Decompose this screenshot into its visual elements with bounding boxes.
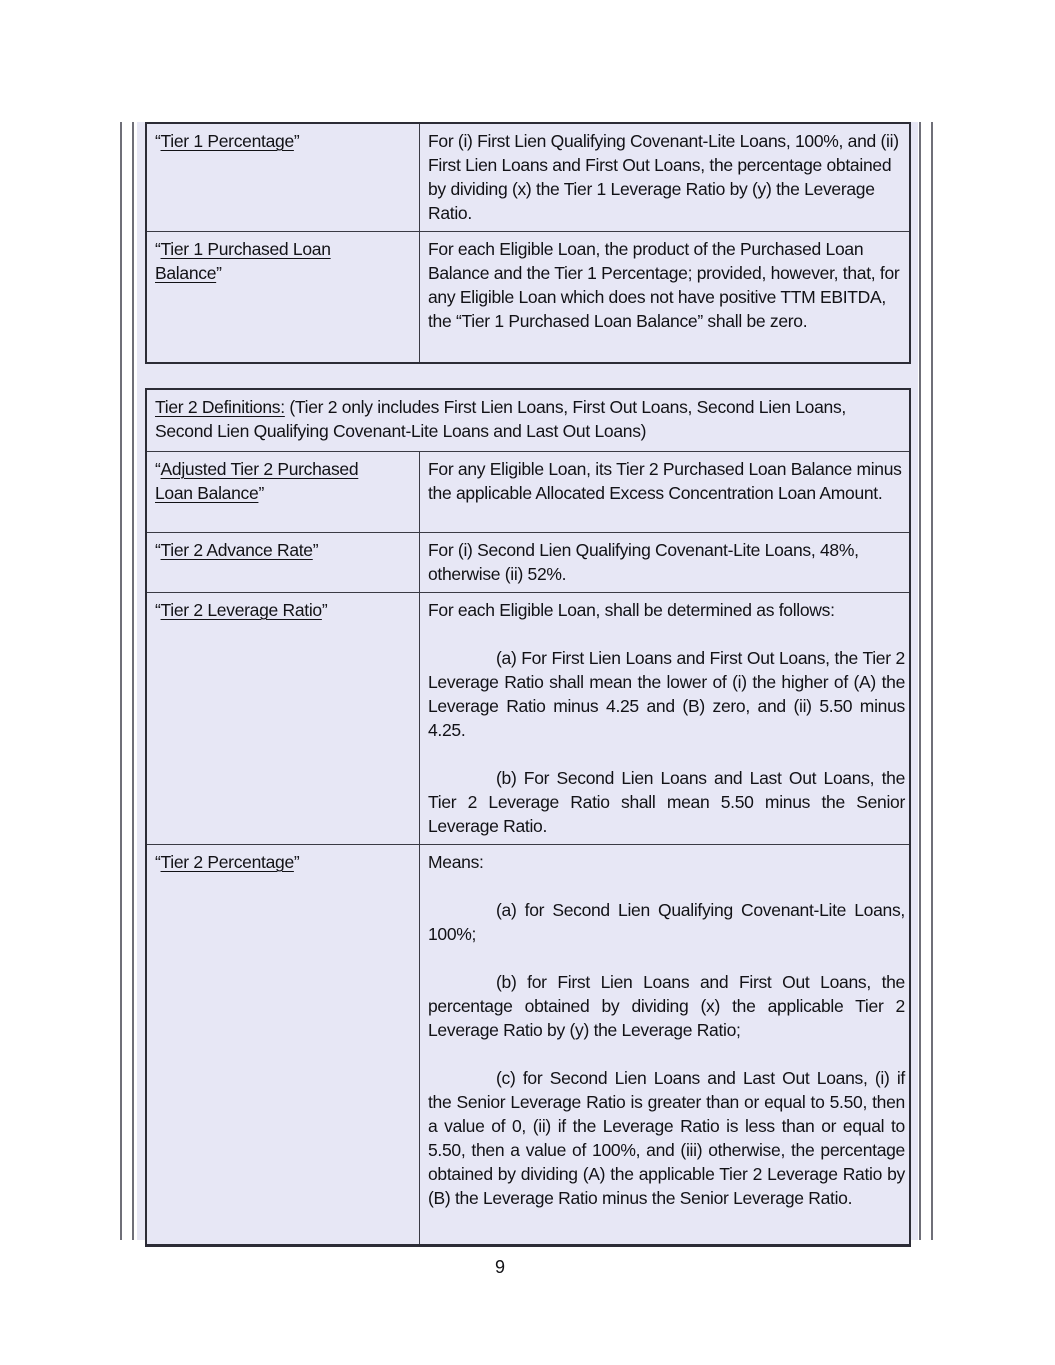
open-quote: “ [155, 239, 161, 259]
close-quote: ” [258, 483, 264, 503]
open-quote: “ [155, 131, 161, 151]
open-quote: “ [155, 600, 161, 620]
definition-paragraph: For (i) First Lien Qualifying Covenant-Lite Loans, 100%, and (ii) First Lien Loans and First Out Loans, the percentage obtained by dividing (x) the Tier 1 Leverage Ratio by (y) the Leverage Ratio. [428, 131, 899, 223]
term-text: Tier 2 Advance Rate [160, 540, 313, 560]
term-text: Tier 1 Percentage [160, 131, 294, 151]
table-row [147, 231, 909, 362]
term-cell [147, 124, 420, 231]
tier1-definitions-table [145, 122, 911, 364]
page-number: 9 [494, 1257, 505, 1277]
close-quote: ” [312, 540, 319, 560]
left-margin-rule-outer [120, 122, 122, 1240]
table-row [147, 532, 909, 592]
open-quote: “ [155, 540, 161, 560]
close-quote: ” [216, 263, 222, 283]
table-section-header [147, 390, 909, 451]
section-header-text: (Tier 2 only includes First Lien Loans, First Out Loans, Second Lien Loans, Second Lien Qualifying Covenant-Lite Loans and Last Out Loans) [155, 397, 846, 441]
open-quote: “ [155, 852, 161, 872]
term-cell [147, 845, 420, 1244]
definition-paragraph: For each Eligible Loan, shall be determined as follows: [428, 600, 835, 620]
definition-paragraph: Means: [428, 852, 484, 872]
right-margin-rule-inner [919, 122, 921, 1240]
definition-paragraph: (c) for Second Lien Loans and Last Out Loans, (i) if the Senior Leverage Ratio is greater than or equal to 5.50, then a value of 0, (ii) if the Leverage Ratio is less than or equal to 5.50, then a value of 100%, and (iii) otherwise, the percentage obtained by dividing (A) the applicable Tier 2 Leverage Ratio by (B) the Leverage Ratio minus the Senior Leverage Ratio. [428, 1068, 905, 1208]
term-cell [147, 593, 420, 844]
term-text: Adjusted Tier 2 Purchased Loan Balance [155, 459, 359, 503]
tier2-definitions-table [145, 388, 911, 1247]
table-row [147, 124, 909, 231]
definition-paragraph: (a) For First Lien Loans and First Out Loans, the Tier 2 Leverage Ratio shall mean the lower of (i) the higher of (A) the Leverage Ratio minus 4.25 and (B) zero, and (ii) 5.50 minus 4.25. [428, 648, 905, 740]
definition-paragraph: (b) for First Lien Loans and First Out Loans, the percentage obtained by dividing (x) the applicable Tier 2 Leverage Ratio by (y) the Leverage Ratio; [428, 972, 905, 1040]
definition-paragraph: (b) For Second Lien Loans and Last Out Loans, the Tier 2 Leverage Ratio shall mean 5.50 minus the Senior Leverage Ratio. [428, 768, 905, 836]
term-cell [147, 533, 420, 592]
open-quote: “ [155, 459, 161, 479]
definition-paragraph: (a) for Second Lien Qualifying Covenant-Lite Loans, 100%; [428, 900, 905, 944]
definition-cell [420, 593, 909, 844]
table-row [147, 844, 909, 1244]
definition-paragraph: For each Eligible Loan, the product of the Purchased Loan Balance and the Tier 1 Percentage; provided, however, that, for any Eligible Loan which does not have positive TTM EBITDA, the “Tier 1 Purchased Loan Balance” shall be zero. [428, 239, 900, 331]
table-row [147, 451, 909, 532]
close-quote: ” [293, 131, 300, 151]
definition-cell [420, 533, 909, 592]
close-quote: ” [321, 600, 328, 620]
term-text: Tier 2 Percentage [160, 852, 294, 872]
term-text: Tier 2 Leverage Ratio [160, 600, 322, 620]
definition-paragraph: For (i) Second Lien Qualifying Covenant-Lite Loans, 48%, otherwise (ii) 52%. [428, 540, 859, 584]
term-cell [147, 452, 420, 532]
definition-cell [420, 452, 909, 532]
definition-paragraph: For any Eligible Loan, its Tier 2 Purchased Loan Balance minus the applicable Allocated Excess Concentration Loan Amount. [428, 459, 902, 503]
section-header-underlined-text: Tier 2 Definitions: [155, 397, 285, 417]
term-cell [147, 232, 420, 362]
definition-cell [420, 845, 909, 1244]
close-quote: ” [293, 852, 300, 872]
table-row [147, 592, 909, 844]
left-margin-rule-inner [132, 122, 134, 1240]
right-margin-rule-outer [931, 122, 933, 1240]
definition-cell [420, 232, 909, 362]
definition-cell [420, 124, 909, 231]
term-text: Tier 1 Purchased Loan Balance [155, 239, 331, 283]
